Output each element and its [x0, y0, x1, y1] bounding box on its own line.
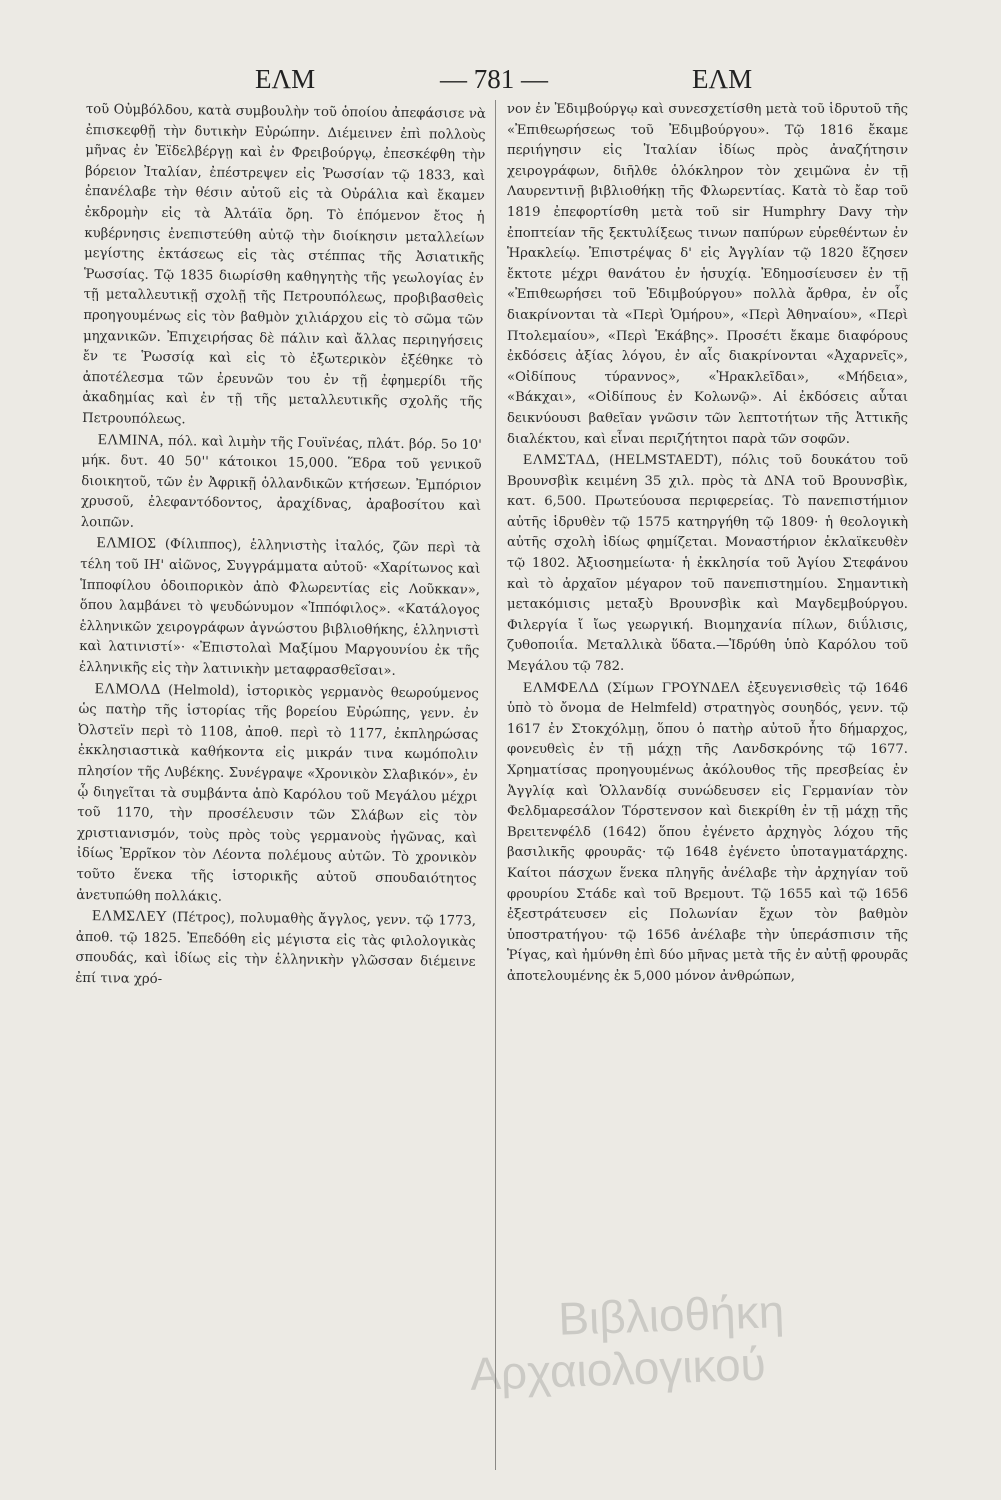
page-number: — 781 —: [440, 64, 548, 94]
entry-elmina: ΕΛΜΙΝΑ, πόλ. καὶ λιμὴν τῆς Γουϊνέας, πλάτ. βόρ. 5ο 10' μήκ. δυτ. 40 50'' κάτοικοι 15,000. Ἕδρα τοῦ γενικοῦ διοικητοῦ, τῶν ἐν Ἀφρικῇ ὁλλανδικῶν κτήσεων. Ἐμπόριον χρυσοῦ, ἐλεφαντόδοντος, ἀραχίδνας, ἀραβοσίτου καὶ λοιπῶν.: [80, 431, 482, 531]
entry-elmold: ΕΛΜΟΛΔ (Helmold), ἱστορικὸς γερμανὸς θεωρούμενος ὡς πατὴρ τῆς ἱστορίας τῆς βορείου Εὐρώπης, γενν. ἐν Ὀλστεϊν περὶ τὸ 1108, ἀποθ. περὶ τὸ 1177, ἐκπληρώσας ἐκκλησιαστικὰ καθήκοντα εἰς μικράν τινα κωμόπολιν πλησίον τῆς Λυβέκης. Συνέγραψε «Χρονικὸν Σλαβικόν», ἐν ᾧ διηγεῖται τὰ συμβάντα ἀπὸ Καρόλου τοῦ Μεγάλου μέχρι τοῦ 1170, τὴν προσέλευσιν τῶν Σλάβων εἰς τὸν χριστιανισμόν, τοὺς πρὸς τοὺς γερμανοὺς ἠγῶνας, καὶ ἰδίως Ἐρρῖκον τὸν Λέοντα πολέμους αὐτῶν. Τὸ χρονικὸν τοῦτο ἕνεκα τῆς ἱστορικῆς αὐτοῦ σπουδαιότητος ἀνετυπώθη πολλάκις.: [76, 680, 479, 905]
watermark-line-1: Βιβλιοθήκη: [557, 1284, 786, 1345]
entry-elmstad: ΕΛΜΣΤΑΔ, (HELMSTAEDT), πόλις τοῦ δουκάτου τοῦ Βρουνσβὶκ κειμένη 35 χιλ. πρὸς τὰ ΔΝΑ τοῦ Βρουνσβὶκ, κατ. 6,500. Πρωτεύουσα περιφερείας. Τὸ πανεπιστήμιον αὐτῆς ἱδρυθὲν τῷ 1575 κατηργήθη τῷ 1809· ἡ θεολογικὴ αὐτῆς σχολὴ ἰδίως φημίζεται. Μοναστήριον ἐκλαϊκευθὲν τῷ 1802. Ἀξιοσημείωτα· ἡ ἐκκλησία τοῦ Ἁγίου Στεφάνου καὶ τὸ ἀρχαῖον μέγαρον τοῦ πανεπιστημίου. Σημαντικὴ μετακόμισις μεταξὺ Βρουνσβὶκ καὶ Μαγδεμβούργου. Φιλεργία ἴ ἴως γεωργική. Βιομηχανία πίλων, διΰλισις, ζυθοποιΐα. Μεταλλικὰ ὕδατα.—Ἱδρύθη ὑπὸ Καρόλου τοῦ Μεγάλου τῷ 782.: [507, 452, 908, 675]
page-header: [0, 64, 1001, 94]
lemma: ΕΛΜΟΛΔ: [94, 680, 161, 698]
entry-elmios: ΕΛΜΙΟΣ (Φίλιππος), ἑλληνιστὴς ἰταλός, ζῶν περὶ τὰ τέλη τοῦ ΙΗ' αἰῶνος, Συγγράμματα αὐτοῦ· «Χαρίτωνος καὶ Ἱπποφίλου ὁδοιπορικὸν ἀπὸ Φλωρεντίας εἰς Λοῦκκαν», ὅπου λαμβάνει τὸ ψευδώνυμον «Ἱππόφιλος». «Κατάλογος ἑλληνικῶν χειρογράφων ἀγνώστου βιβλιοθήκης, ἑλληνιστὶ καὶ λατινιστί»· «Ἐπιστολαὶ Μαξίμου Μαργουνίου ἐκ τῆς ἑλληνικῆς εἰς τὴν λατινικὴν μεταφρασθεῖσαι».: [78, 535, 481, 679]
entry-elmfeld: ΕΛΜΦΕΛΔ (Σίμων ΓΡΟΥΝΔΕΛ ἐξευγενισθεὶς τῷ 1646 ὑπὸ τὸ ὄνομα de Helmfeld) στρατηγὸς σουηδός, γενν. τῷ 1617 ἐν Στοκχόλμῃ, ὅπου ὁ πατὴρ αὐτοῦ ἦτο δήμαρχος, φονευθεὶς ἐν τῇ μάχῃ τῆς Λανδσκρόνης τῷ 1677. Χρηματίσας προηγουμένως ἀκόλουθος τῆς πρεσβείας ἐν Ἀγγλίᾳ καὶ Ὁλλανδίᾳ συνώδευσεν εἰς Γερμανίαν τὸν Φελδμαρεσάλον Τόρστενσον καὶ διεκρίθη ἐν τῇ μάχῃ τῆς Βρειτενφέλδ (1642) ὅπου ἐγένετο ἀρχηγὸς λόχου τῆς βασιλικῆς φρουρᾶς· τῷ 1648 ἐγένετο ὑποταγματάρχης. Καίτοι πάσχων ἕνεκα πληγῆς ἀνέλαβε τὴν ἀρχηγίαν τοῦ φρουρίου Στάδε καὶ τοῦ Βρεμουτ. Τῷ 1655 καὶ τῷ 1656 ἐξεστράτευσεν εἰς Πολωνίαν ἔχων τὸν βαθμὸν ὑποστρατήγου· τῷ 1656 ἀνέλαβε τὴν ὑπεράσπισιν τῆς Ῥίγας, καὶ ἠμύνθη ἐπὶ δύο μῆνας μετὰ τῆς ἐν αὐτῇ φρουρᾶς ἀποτελουμένης ἐκ 5,000 μόνον ἀνθρώπων,: [507, 679, 908, 984]
entry-continuation: τοῦ Οὐμβόλδου, κατὰ συμβουλὴν τοῦ ὁποίου ἀπεφάσισε νὰ ἐπισκεφθῇ τὴν δυτικὴν Εὐρώπην. Διέμεινεν ἐπὶ πολλοὺς μῆνας ἐν Ἑϊδελβέργῃ καὶ ἐν Φρειβούργῳ, ἐπεσκέφθη τὴν βόρειον Ἰταλίαν, ἐπέστρεψεν εἰς Ῥωσσίαν τῷ 1833, καὶ ἐπανέλαβε τὴν θέσιν αὐτοῦ εἰς τὰ Οὐράλια καὶ ἔκαμεν ἐκδρομὴν εἰς τὰ Ἀλτάϊα ὄρη. Τὸ ἑπόμενον ἔτος ἡ κυβέρνησις ἐνεπιστεύθη αὐτῷ τὴν διοίκησιν μεταλλείων μεγίστης ἐκτάσεως εἰς τὰς στέππας τῆς Ἀσιατικῆς Ῥωσσίας. Τῷ 1835 διωρίσθη καθηγητὴς τῆς γεωλογίας ἐν τῇ μεταλλευτικῇ σχολῇ τῆς Πετρουπόλεως, προβιβασθεὶς προηγουμένως εἰς τὸν βαθμὸν χιλιάρχου εἰς τὸ σῶμα τῶν μηχανικῶν. Ἐπιχειρήσας δὲ πάλιν καὶ ἄλλας περιηγήσεις ἔν τε Ῥωσσίᾳ καὶ εἰς τὸ ἐξωτερικὸν ἐξέθηκε τὸ ἀποτέλεσμα τῶν ἐρευνῶν του ἐν τῇ ἐφημερίδι τῆς ἀκαδημίας καὶ ἐν τῇ τῆς μεταλλευτικῆς σχολῆς τῆς Πετρουπόλεως.: [82, 101, 486, 428]
lemma: ΕΛΜΣΛΕΥ: [91, 908, 168, 926]
lemma: ΕΛΜΦΕΛΔ: [523, 679, 600, 696]
left-column: [69, 100, 486, 1500]
lemma: ΕΛΜΙΝΑ,: [97, 431, 164, 449]
entry-elmsley: ΕΛΜΣΛΕΥ (Πέτρος), πολυμαθὴς ἄγγλος, γενν. τῷ 1773, ἀποθ. τῷ 1825. Ἐπεδόθη εἰς μέγιστα εἰς τὰς φιλολογικὰς σπουδάς, καὶ ἰδίως εἰς τὴν ἑλληνικὴν γλῶσσαν διέμεινε ἐπί τινα χρό-: [75, 908, 477, 987]
lemma: ΕΛΜΣΤΑΔ,: [523, 452, 600, 469]
header-left-guideword: ΕΛΜ: [255, 64, 316, 94]
header-right-guideword: ΕΛΜ: [692, 64, 753, 94]
watermark-line-2: Αρχαιολογικού: [469, 1337, 767, 1400]
column-divider: [495, 100, 496, 1470]
lemma: ΕΛΜΙΟΣ: [96, 535, 157, 553]
entry-continuation: νον ἐν Ἐδιμβούργῳ καὶ συνεσχετίσθη μετὰ τοῦ ἱδρυτοῦ τῆς «Ἐπιθεωρήσεως τοῦ Ἐδιμβούργου». Τῷ 1816 ἔκαμε περιήγησιν εἰς Ἰταλίαν ἰδίως πρὸς ἀναζήτησιν χειρογράφων, διῆλθε ὁλόκληρον τὸν χειμῶνα ἐν τῇ Λαυρεντινῇ βιβλιοθήκῃ τῆς Φλωρεντίας. Κατὰ τὸ ἔαρ τοῦ 1819 ἐπεφορτίσθη μετὰ τοῦ sir Humphry Davy τὴν ἐποπτείαν τῆς ξεκτυλίξεως τινων παπύρων εὑρεθέντων ἐν Ἡρακλείῳ. Ἐπιστρέψας δ' εἰς Ἀγγλίαν τῷ 1820 ἔζησεν ἔκτοτε μέχρι θανάτου ἐν ἡσυχίᾳ. Ἐδημοσίευσεν ἐν τῇ «Ἐπιθεωρήσει τοῦ Ἐδιμβούργου» πολλὰ ἄρθρα, ἐν οἷς διακρίνονται τὰ «Περὶ Ὁμήρου», «Περὶ Ἀθηναίου», «Περὶ Πτολεμαίου», «Περὶ Ἑκάβης». Προσέτι ἔκαμε διαφόρους ἐκδόσεις ἀξίας λόγου, ἐν αἷς διακρίνονται «Ἀχαρνεῖς», «Οἰδίπους τύραννος», «Ἡρακλεῖδαι», «Μήδεια», «Βάκχαι», «Οἰδίπους ἐν Κολωνῷ». Αἱ ἐκδόσεις αὗται δεικνύουσι βαθεῖαν γνῶσιν τῶν λεπτοτήτων τῆς Ἀττικῆς διαλέκτου, καὶ εἶναι περιζήτητοι παρὰ τῶν σοφῶν.: [507, 102, 908, 447]
right-column: [507, 100, 908, 1495]
